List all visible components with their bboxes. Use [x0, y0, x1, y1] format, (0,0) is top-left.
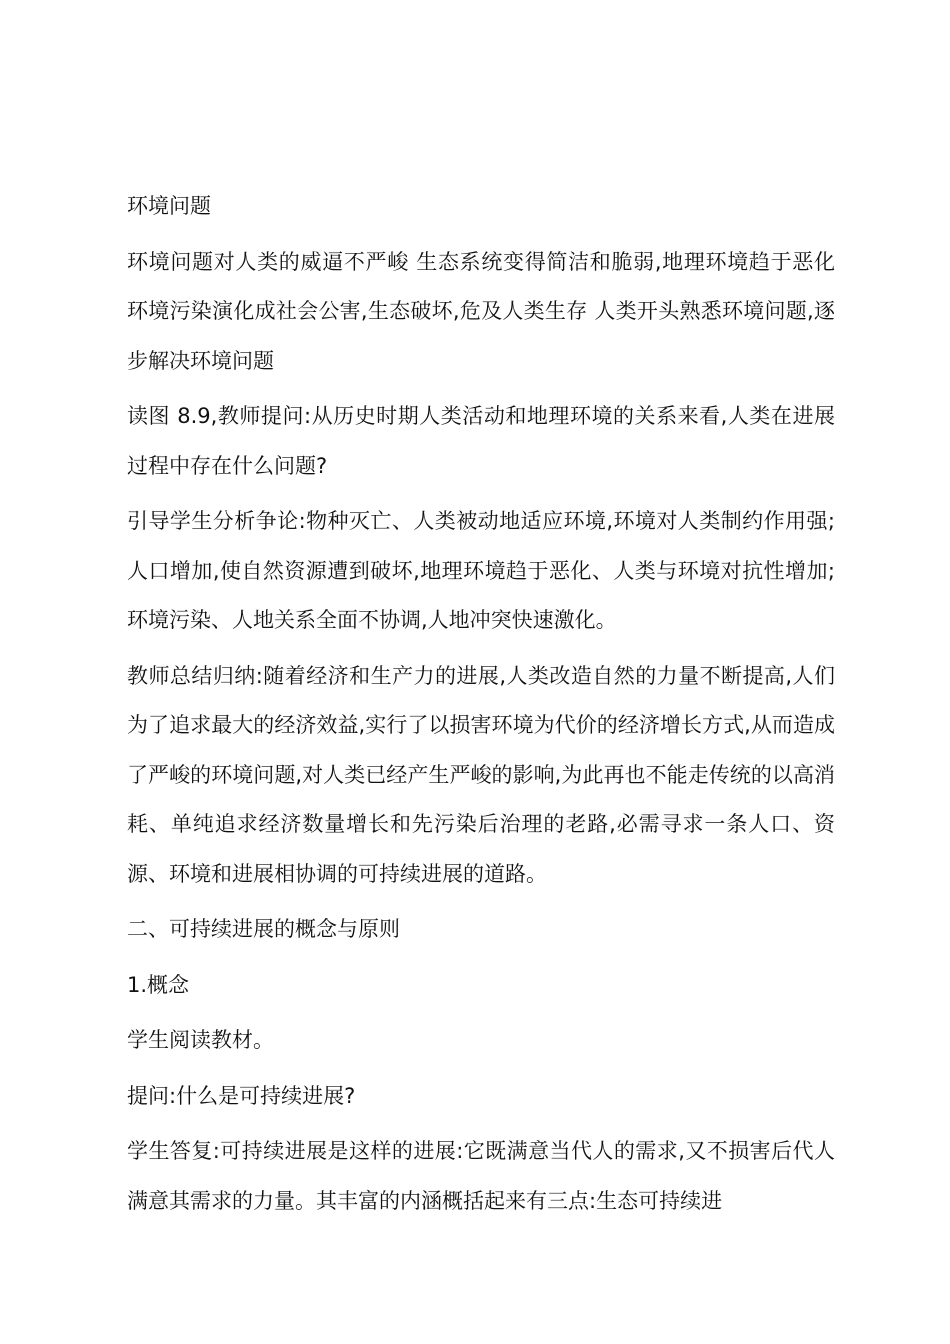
paragraph: 学生答复:可持续进展是这样的进展:它既满意当代人的需求,又不损害后代人满意其需求的力量。其丰富的内涵概括起来有三点:生态可持续进	[127, 1139, 835, 1213]
section-heading: 二、可持续进展的概念与原则	[127, 917, 400, 941]
paragraph: 引导学生分析争论:物种灭亡、人类被动地适应环境,环境对人类制约作用强;人口增加,使自然资源遭到破坏,地理环境趋于恶化、人类与环境对抗性增加;环境污染、人地关系全面不协调,人地冲突快速激化。	[127, 509, 835, 632]
section-heading: 环境问题	[127, 194, 211, 218]
paragraph: 读图 8.9,教师提问:从历史时期人类活动和地理环境的关系来看,人类在进展过程中存在什么问题?	[127, 404, 835, 478]
paragraph: 教师总结归纳:随着经济和生产力的进展,人类改造自然的力量不断提高,人们为了追求最大的经济效益,实行了以损害环境为代价的经济增长方式,从而造成了严峻的环境问题,对人类已经产生严峻的影响,为此再也不能走传统的以高消耗、单纯追求经济数量增长和先污染后治理的老路,必需寻求一条人口、资源、环境和进展相协调的可持续进展的道路。	[127, 663, 835, 886]
paragraph: 环境问题对人类的威逼不严峻 生态系统变得简洁和脆弱,地理环境趋于恶化 环境污染演化成社会公害,生态破坏,危及人类生存 人类开头熟悉环境问题,逐步解决环境问题	[127, 249, 835, 373]
subsection-heading: 1.概念	[127, 972, 190, 997]
paragraph: 学生阅读教材。	[127, 1028, 274, 1052]
document-page	[127, 182, 835, 1232]
paragraph: 提问:什么是可持续进展?	[127, 1083, 356, 1108]
